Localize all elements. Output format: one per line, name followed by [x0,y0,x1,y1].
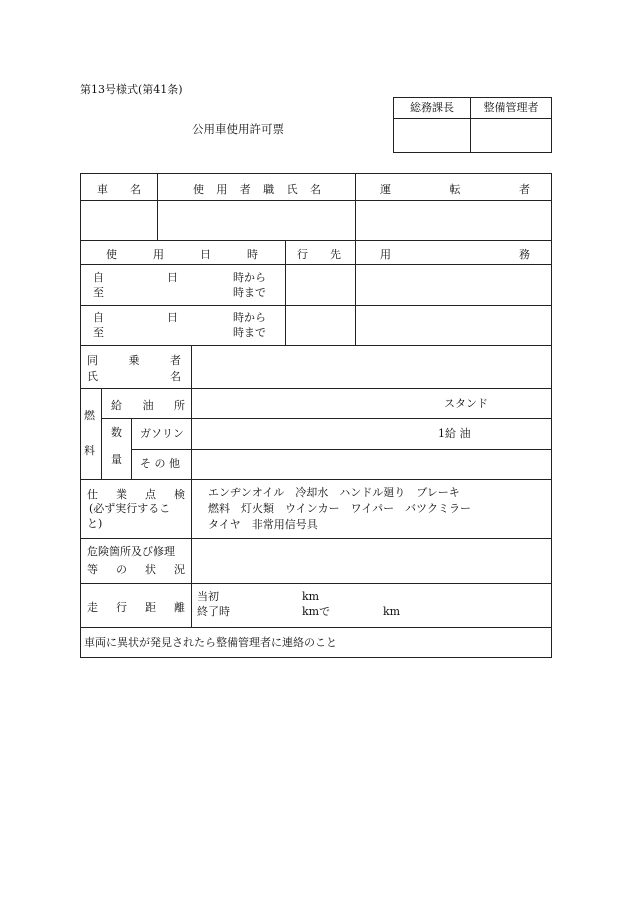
row-line [81,583,551,584]
slot2-day-label: 日 [167,311,178,324]
distance-end-unit: kmで [302,605,331,618]
passenger-label-line2: 氏 名 [87,370,181,383]
approval-col-general-affairs [394,98,471,152]
col-line [157,174,158,240]
gasoline-label: ガソリン [140,427,184,440]
fuel-label-2: 料 [84,444,95,457]
stand-label: スタンド [444,397,488,410]
col-line [191,345,192,627]
row-line [81,627,551,628]
form-number: 第13号様式(第41条) [80,83,183,96]
quantity-label-2: 量 [111,453,122,466]
fuel-label-1: 燃 [84,409,95,422]
header-use-datetime: 使 用 日 時 [106,248,258,261]
inspection-label-line3: と) [87,517,103,530]
col-line [355,174,356,240]
inspection-items-3: タイヤ 非常用信号具 [208,518,318,531]
col-line [285,240,286,345]
col-line [355,240,356,345]
quantity-label-1: 数 [111,426,122,439]
row-line [81,479,551,480]
approval-col-maintenance [471,98,551,152]
approval-box [393,97,552,153]
header-user-title-name: 使 用 者 職 氏 名 [193,183,321,196]
approval-header-maintenance: 整備管理者 [471,98,551,119]
approval-header-general-affairs: 総務課長 [394,98,470,119]
refuel-station-label: 給 油 所 [111,399,185,412]
row-line [131,449,551,450]
slot2-to-label: 至 [93,326,104,339]
col-line [101,388,102,479]
slot1-to-time: 時まで [233,286,266,299]
inspection-label-line2: (必ず実行するこ [89,502,171,515]
permit-table [80,173,552,658]
header-destination: 行 先 [297,248,341,261]
distance-label: 走 行 距 離 [87,601,185,614]
inspection-items-1: エンヂンオイル 冷却水 ハンドル廻り ブレーキ [208,486,460,499]
danger-label-line1: 危険箇所及び修理 [87,545,175,558]
row-line [81,264,551,265]
passenger-label-line1: 同 乗 者 [87,354,181,367]
footer-note: 車両に異状が発見されたら整備管理者に連絡のこと [84,636,337,649]
col-line [131,418,132,479]
row-line [81,538,551,539]
row-line [81,200,551,201]
header-driver: 運 転 者 [380,183,530,196]
distance-start-unit: km [302,590,320,603]
inspection-items-2: 燃料 灯火類 ウインカー ワイパー バツクミラー [208,502,472,515]
other-label: そ の 他 [140,457,180,470]
inspection-label-line1: 仕 業 点 検 [87,488,185,501]
slot1-day-label: 日 [167,271,178,284]
distance-start-label: 当初 [197,590,219,603]
slot2-to-time: 時まで [233,326,266,339]
row-line [81,388,551,389]
slot1-from-time: 時から [233,271,266,284]
row-line [101,418,551,419]
distance-end-label: 終了時 [197,605,230,618]
slot2-from-time: 時から [233,311,266,324]
row-line [81,240,551,241]
gasoline-value: 1給 油 [438,427,471,440]
row-line [81,345,551,346]
form-title: 公用車使用許可票 [192,122,284,136]
slot1-to-label: 至 [93,286,104,299]
danger-label-line2: 等 の 状 況 [87,563,185,576]
slot1-from-label: 自 [93,271,104,284]
row-line [81,305,551,306]
header-vehicle-name: 車 名 [97,183,141,196]
slot2-from-label: 自 [93,311,104,324]
header-purpose: 用 務 [380,248,530,261]
distance-total-unit: km [383,605,401,618]
